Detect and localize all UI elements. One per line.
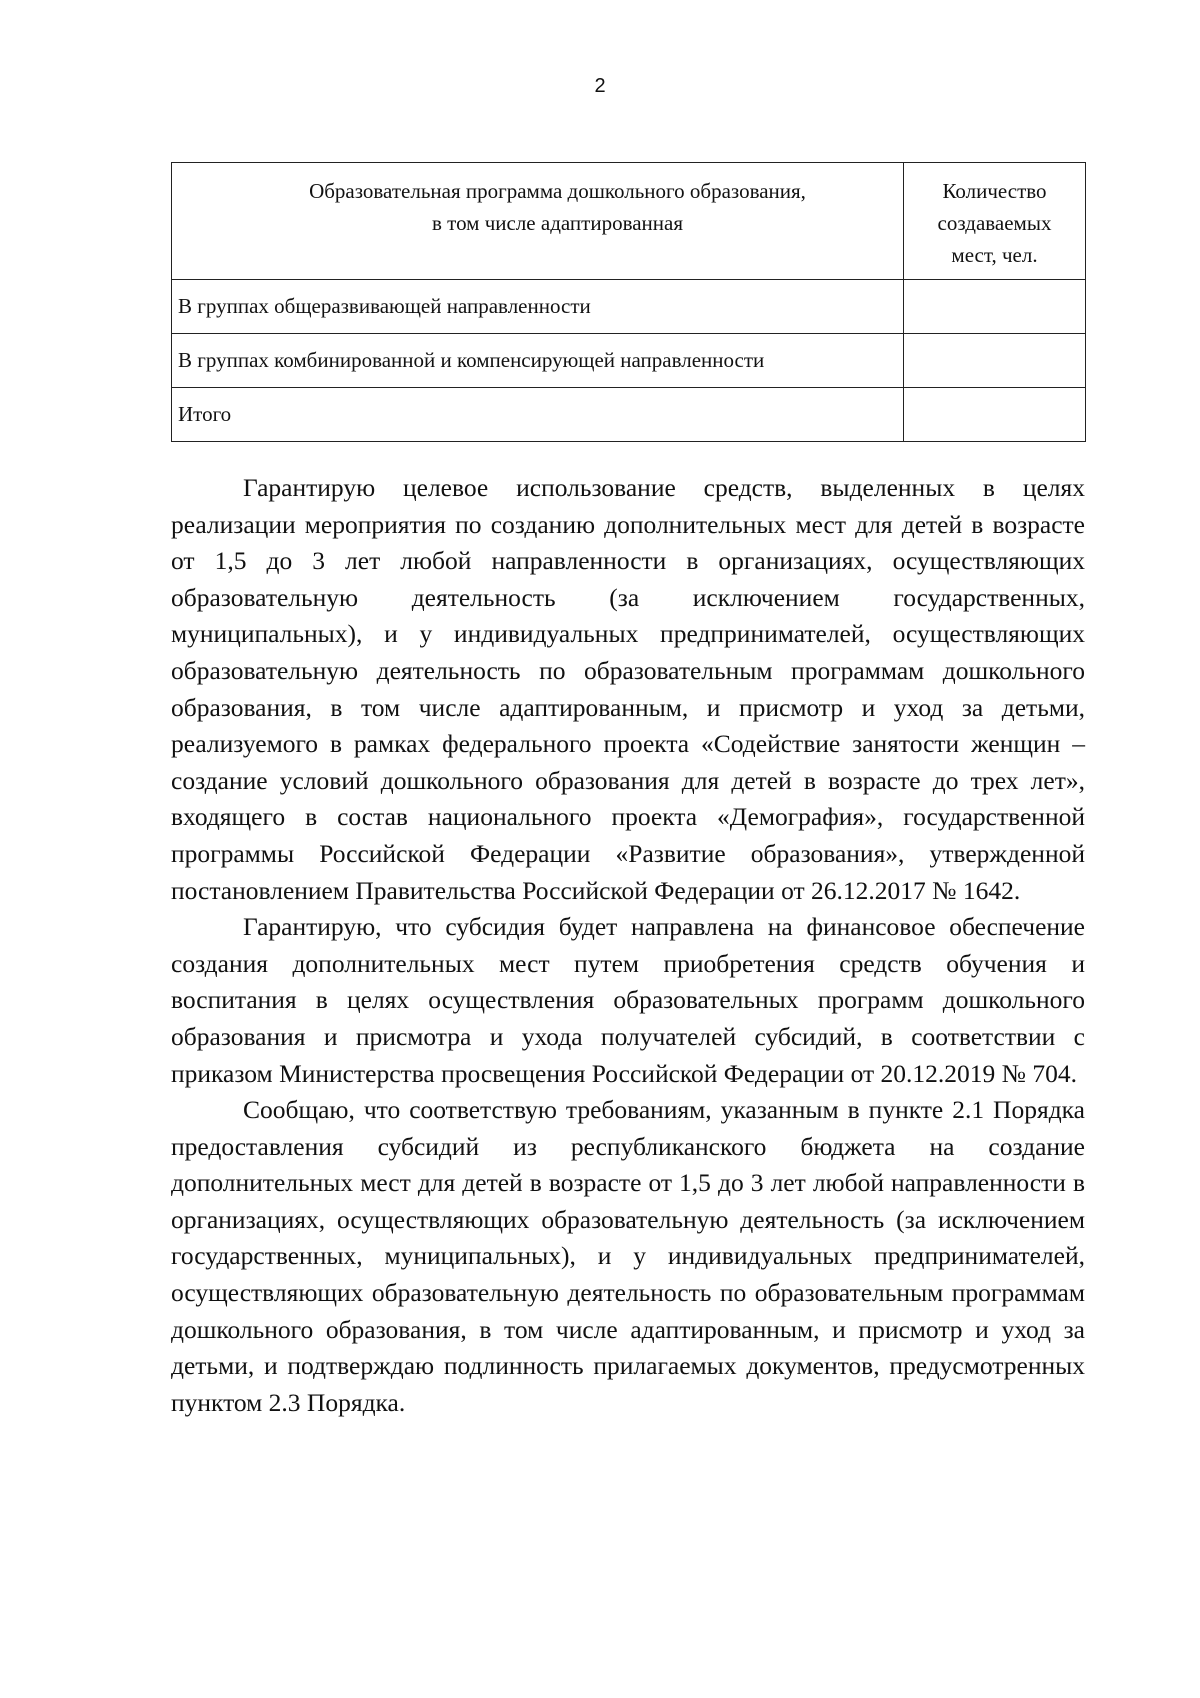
row-label: Итого: [172, 388, 904, 442]
row-value: [904, 334, 1086, 388]
paragraph-guarantee-subsidy: Гарантирую, что субсидия будет направлена на финансовое обеспечение создания дополнительных мест путем приобретения средств обучения и воспитания в целях осуществления образовательных программ дошкольного образования и присмотра и ухода получателей субсидий, в соответствии с приказом Министерства просвещения Российской Федерации от 20.12.2019 № 704.: [171, 912, 1085, 1088]
paragraph-compliance: Сообщаю, что соответствую требованиям, указанным в пункте 2.1 Порядка предоставления субсидий из республиканского бюджета на создание дополнительных мест для детей в возрасте от 1,5 до 3 лет любой направленности в организациях, осуществляющих образовательную деятельность (за исключением государственных, муниципальных), и у индивидуальных предпринимателей, осуществляющих образовательную деятельность по образовательным программам дошкольного образования, в том числе адаптированным, и присмотр и уход за детьми, и подтверждаю подлинность прилагаемых документов, предусмотренных пунктом 2.3 Порядка.: [171, 1095, 1085, 1417]
table-row: [172, 280, 1086, 334]
table-header-row: [172, 163, 1086, 280]
table-row: [172, 334, 1086, 388]
places-table: [171, 162, 1086, 442]
header-count-line: мест, чел.: [951, 243, 1038, 267]
paragraph-guarantee-usage: Гарантирую целевое использование средств, выделенных в целях реализации мероприятия по созданию дополнительных мест для детей в возрасте от 1,5 до 3 лет любой направленности в организациях, осуществляющих образовательную деятельность (за исключением государственных, муниципальных), и у индивидуальных предпринимателей, осуществляющих образовательную деятельность по образовательным программам дошкольного образования, в том числе адаптированным, и присмотр и уход за детьми, реализуемого в рамках федерального проекта «Содействие занятости женщин – создание условий дошкольного образования для детей в возрасте до трех лет», входящего в состав национального проекта «Демография», государственной программы Российской Федерации «Развитие образования», утвержденной постановлением Правительства Российской Федерации от 26.12.2017 № 1642.: [171, 473, 1085, 905]
row-value: [904, 388, 1086, 442]
row-label: В группах комбинированной и компенсирующей направленности: [172, 334, 904, 388]
body-text: [171, 470, 1085, 1421]
header-count-line: Количество: [942, 179, 1047, 203]
header-program-line: в том числе адаптированная: [432, 211, 683, 235]
header-count-line: создаваемых: [937, 211, 1052, 235]
page-number: 2: [594, 75, 606, 97]
row-label: В группах общеразвивающей направленности: [172, 280, 904, 334]
header-count-cell: [904, 163, 1086, 280]
table-row: [172, 388, 1086, 442]
header-program-cell: [172, 163, 904, 280]
header-program-line: Образовательная программа дошкольного образования,: [309, 179, 806, 203]
row-value: [904, 280, 1086, 334]
